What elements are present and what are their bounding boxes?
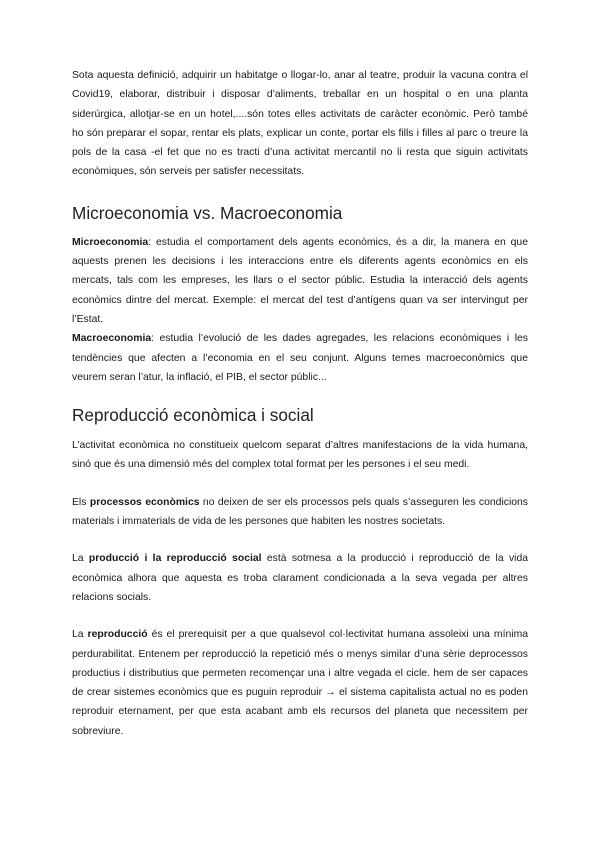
microeconomia-definition: : estudia el comportament dels agents econòmics, és a dir, la manera en que aquests prenen les decisions i les interaccions entre els diferents agents econòmics en els mercats, tals com les empreses, les llars o el sector públic. Estudia la interacció dels agents econòmics dintre del mercat. Exemple: el mercat del test d’antígens quan va ser intervingut per l’Estat. [72, 236, 528, 325]
text-span: La [72, 553, 89, 565]
produccio-reproduccio-paragraph [72, 549, 528, 607]
text-span: La [72, 629, 88, 641]
reproduccio-paragraph [72, 625, 528, 741]
section-heading-micro-macro: Microeconomia vs. Macroeconomia [72, 202, 343, 223]
activitat-economica-paragraph: L’activitat econòmica no constitueix quelcom separat d’altres manifestacions de la vida humana, sinó que és una dimensió més del complex total format per les persones i el seu medi. [72, 440, 528, 471]
macroeconomia-term: Macroeconomia [72, 333, 152, 345]
reproduccio-term: reproducció [87, 629, 148, 641]
text-span: no deixen de ser els processos pels quals s’asseguren les condicions materials i immaterials de vida de les persones que habiten les nostres societats. [72, 496, 529, 528]
processos-economics-term: processos econòmics [89, 496, 200, 508]
macroeconomia-paragraph [72, 329, 528, 387]
processos-economics-paragraph [72, 493, 528, 532]
text-span: és el prerequisit per a que qualsevol col·lectivitat humana assoleixi una mínima perdurabilitat. Entenem per reproducció la repetició més o menys similar d’una sèrie deprocessos productius i distributius que permeten recomençar una i altre vegada el cicle. hem de ser capaces de crear sistemes econòmics que es puguin reproduir → el sistema capitalista actual no es poden reproduir eternament, per que esta acabant amb els recursos del planeta que necessitem per sobreviure. [72, 629, 529, 737]
section-heading-reproduccio: Reproducció econòmica i social [72, 405, 314, 426]
intro-paragraph: Sota aquesta definició, adquirir un habitatge o llogar-lo, anar al teatre, produir la vacuna contra el Covid19, elaborar, distribuir i disposar d’aliments, treballar en un hospital o en una planta siderúrgica, allotjar-se en un hotel,....són totes elles activitats de caràcter econòmic. Però també ho són preparar el sopar, rentar els plats, explicar un conte, portar els fills i filles al parc o treure la pols de la casa -el fet que no es tracti d’una activitat mercantil no li resta que siguin activitats econòmiques, són serveis per satisfer necessitats. [72, 70, 528, 178]
text-span: Els [72, 496, 90, 508]
microeconomia-paragraph [72, 233, 528, 329]
produccio-reproduccio-term: producció i la reproducció social [88, 553, 262, 565]
microeconomia-term: Microeconomia [72, 236, 149, 248]
macroeconomia-definition: : estudia l’evolució de les dades agregades, les relacions econòmiques i les tendències que afecten a l’economia en el seu conjunt. Alguns temes macroeconòmics que veurem seran l’atur, la inflació, el PIB, el sector públic... [72, 333, 528, 383]
document-body [72, 66, 528, 741]
text-span: està sotmesa a la producció i reproducció de la vida econòmica alhora que aquesta es troba clarament condicionada a la seva vegada per altres relacions socials. [72, 553, 529, 603]
